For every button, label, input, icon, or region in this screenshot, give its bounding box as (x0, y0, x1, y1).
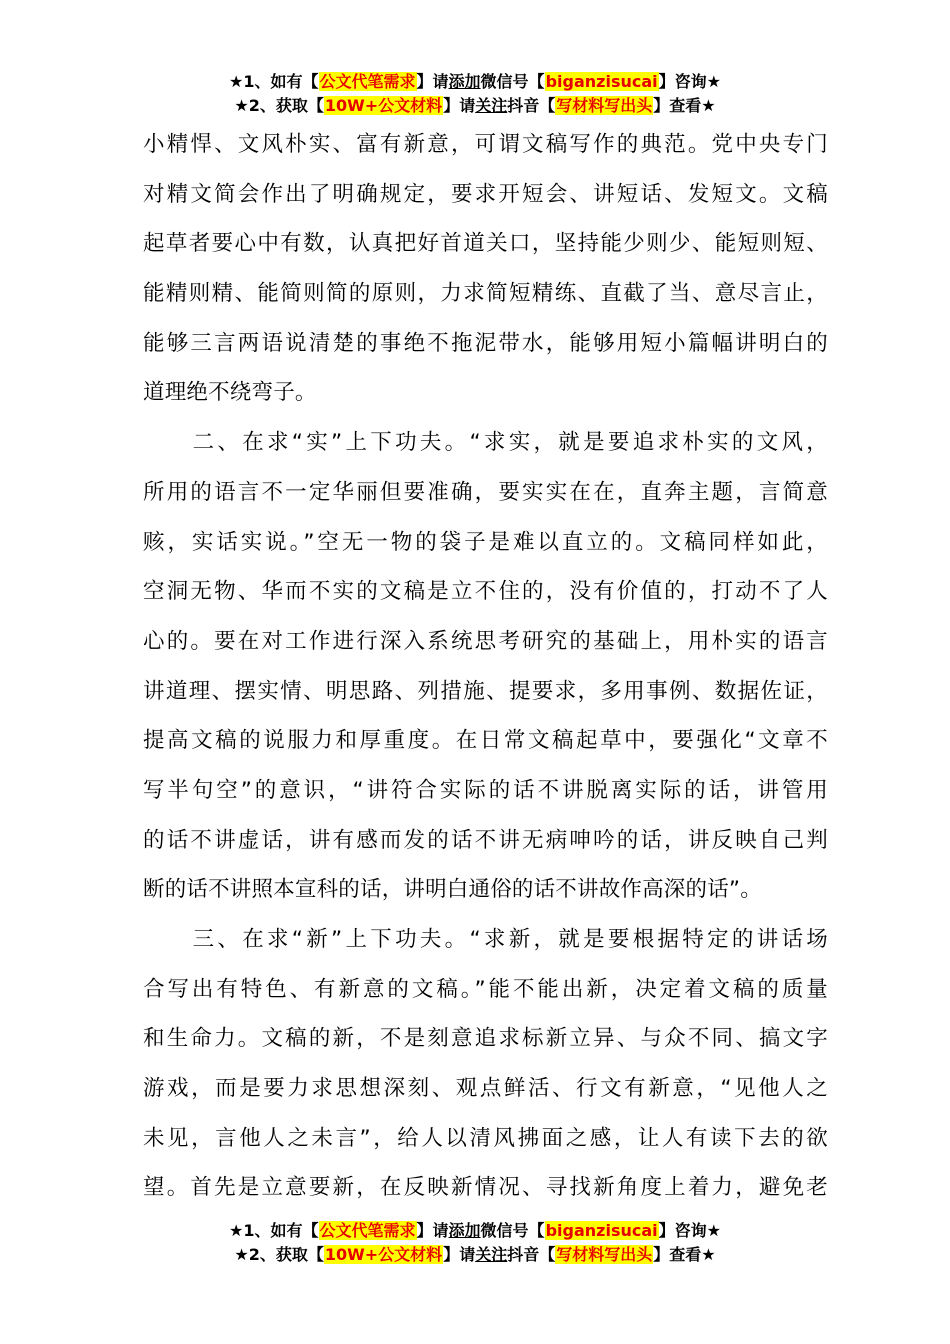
banner-line-2 (0, 1243, 950, 1267)
body-line: 写半句空”的意识，“讲符合实际的话不讲脱离实际的话，讲管用 (143, 777, 828, 803)
document-body (143, 120, 828, 1213)
banner-text: ★1、如有【 (229, 1221, 319, 1240)
underlined-add: 添加 (448, 72, 481, 91)
body-line: 未见，言他人之未言”，给人以清风拂面之感，让人有读下去的欲 (143, 1125, 828, 1151)
body-line: 能精则精、能简则简的原则，力求简短精练、直截了当、意尽言止， (143, 281, 828, 307)
banner-line-1 (0, 1219, 950, 1243)
banner-text: 】请 (443, 96, 476, 115)
banner-text: 抖音【 (507, 1245, 556, 1264)
banner-text: 】请 (443, 1245, 476, 1264)
underlined-add: 添加 (448, 1221, 481, 1240)
banner-text: ★2、获取【 (234, 1245, 324, 1264)
body-line: 合写出有特色、有新意的文稿。”能不能出新，决定着文稿的质量 (143, 976, 828, 1002)
body-line: 二、在求“实”上下功夫。“求实，就是要追求朴实的文风， (143, 430, 828, 456)
body-line: 提高文稿的说服力和厚重度。在日常文稿起草中，要强化“文章不 (143, 728, 828, 754)
body-line: 三、在求“新”上下功夫。“求新，就是要根据特定的讲话场 (143, 927, 828, 952)
body-line: 游戏，而是要力求思想深刻、观点鲜活、行文有新意，“见他人之 (143, 1076, 828, 1102)
body-line: 赅，实话实说。”空无一物的袋子是难以直立的。文稿同样如此， (143, 529, 828, 555)
body-line: 起草者要心中有数，认真把好首道关口，坚持能少则少、能短则短、 (143, 231, 828, 257)
banner-text: 微信号【 (480, 72, 545, 91)
banner-text: 】请 (416, 1221, 449, 1240)
banner-text: 】请 (416, 72, 449, 91)
body-line: 小精悍、文风朴实、富有新意，可谓文稿写作的典范。党中央专门 (143, 132, 828, 157)
body-line: 空洞无物、华而不实的文稿是立不住的，没有价值的，打动不了人 (143, 579, 828, 605)
highlight-wechat-id: biganzisucai (545, 1221, 658, 1240)
banner-text: 】查看★ (653, 1245, 716, 1264)
highlight-service: 公文代笔需求 (319, 1221, 416, 1240)
highlight-service: 公文代笔需求 (319, 72, 416, 91)
banner-text: 】咨询★ (658, 72, 721, 91)
banner-text: 】咨询★ (658, 1221, 721, 1240)
banner-line-2 (0, 94, 950, 118)
body-line: 所用的语言不一定华丽但要准确，要实实在在，直奔主题，言简意 (143, 479, 828, 505)
banner-text: 】查看★ (653, 96, 716, 115)
banner-line-1 (0, 70, 950, 94)
body-line: 讲道理、摆实情、明思路、列措施、提要求，多用事例、数据佐证， (143, 678, 828, 704)
underlined-follow: 关注 (475, 96, 508, 115)
body-line: 断的话不讲照本宣科的话，讲明白通俗的话不讲故作高深的话”。 (143, 877, 762, 903)
banner-text: 微信号【 (480, 1221, 545, 1240)
underlined-follow: 关注 (475, 1245, 508, 1264)
highlight-wechat-id: biganzisucai (545, 72, 658, 91)
body-line: 道理绝不绕弯子。 (143, 380, 317, 406)
highlight-materials: 10W+公文材料 (324, 96, 443, 115)
header-banner (0, 70, 950, 118)
footer-banner (0, 1219, 950, 1267)
body-line: 能够三言两语说清楚的事绝不拖泥带水，能够用短小篇幅讲明白的 (143, 330, 828, 356)
body-line: 对精文简会作出了明确规定，要求开短会、讲短话、发短文。文稿 (143, 181, 828, 207)
banner-text: ★2、获取【 (234, 96, 324, 115)
banner-text: 抖音【 (507, 96, 556, 115)
highlight-materials: 10W+公文材料 (324, 1245, 443, 1264)
body-line: 和生命力。文稿的新，不是刻意追求标新立异、与众不同、搞文字 (143, 1026, 828, 1052)
body-line: 心的。要在对工作进行深入系统思考研究的基础上，用朴实的语言 (143, 628, 828, 654)
body-line: 的话不讲虚话，讲有感而发的话不讲无病呻吟的话，讲反映自己判 (143, 827, 828, 853)
banner-text: ★1、如有【 (229, 72, 319, 91)
highlight-douyin: 写材料写出头 (556, 1245, 653, 1264)
body-line: 望。首先是立意要新，在反映新情况、寻找新角度上着力，避免老 (143, 1175, 828, 1201)
highlight-douyin: 写材料写出头 (556, 96, 653, 115)
